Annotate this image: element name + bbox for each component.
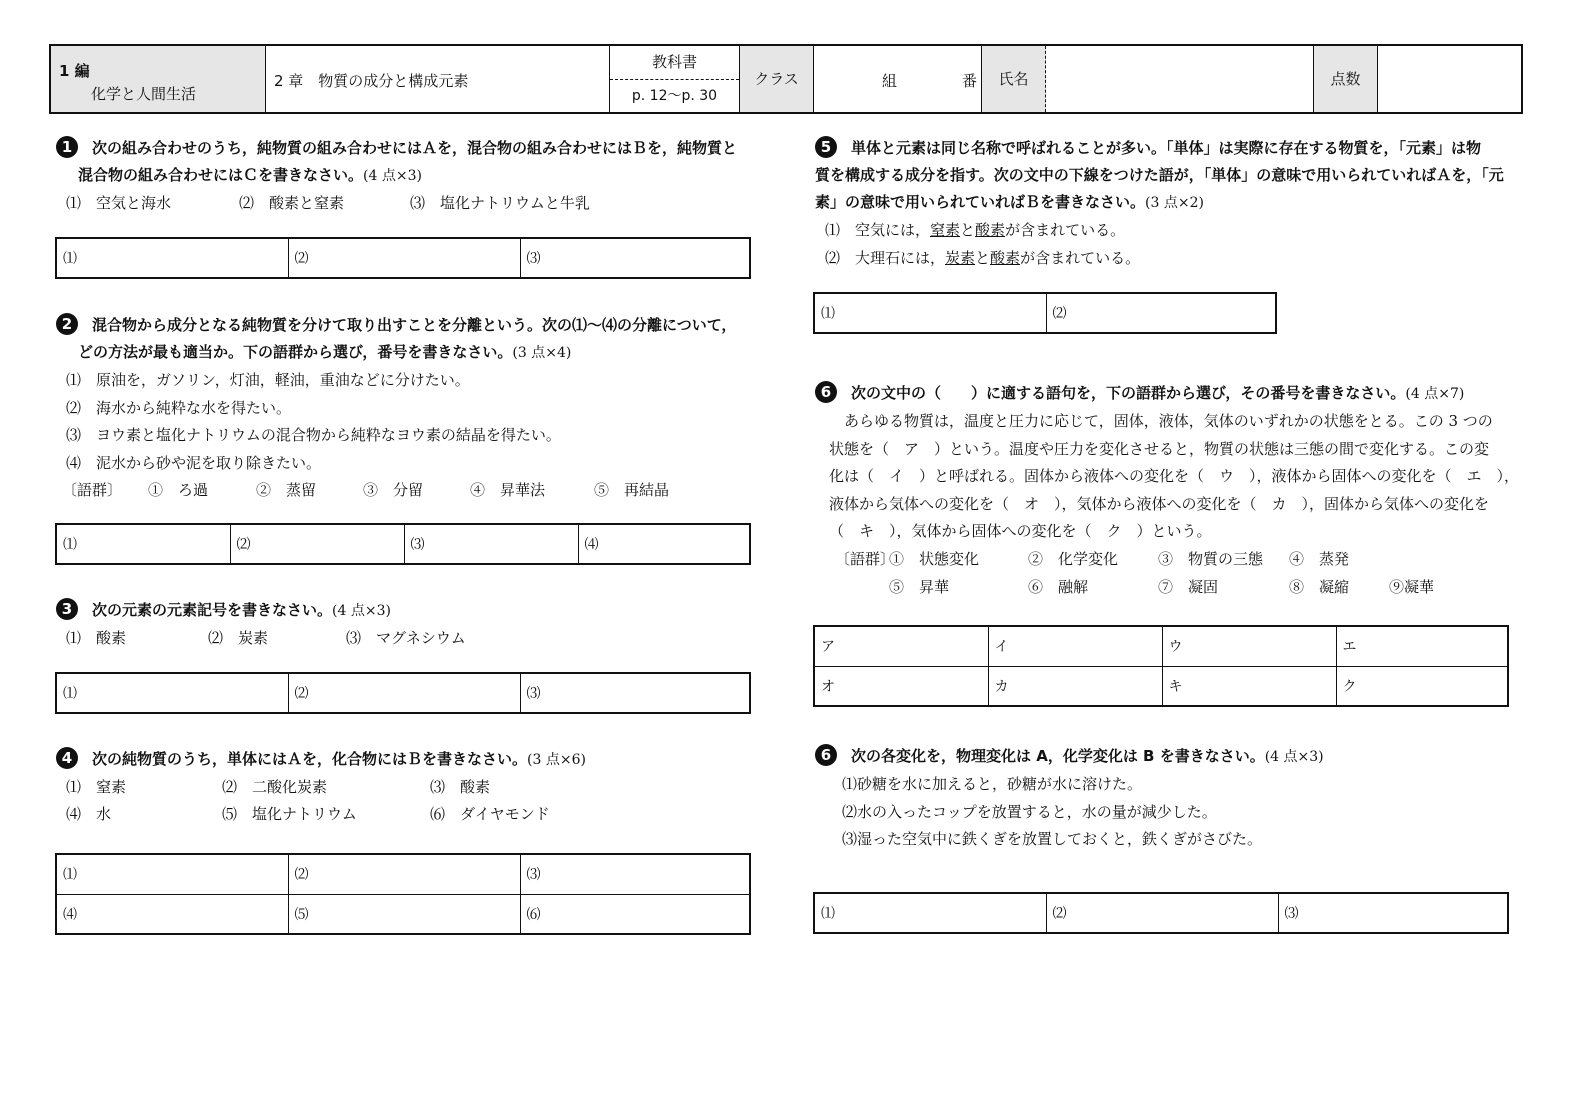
question-4-items-row2 [56,801,766,828]
chapter-cell [266,46,610,112]
item [815,245,1525,273]
points-label: (4 点×3) [1264,749,1324,765]
item: ⑷ 水 [66,805,112,823]
question-number-badge: 3 [56,598,78,620]
answer-table-7 [813,892,1509,934]
answer-table-1 [55,237,751,279]
header-table [49,44,1523,114]
answer-cell[interactable]: ⑵ [288,238,520,278]
question-1-title [56,135,766,162]
textbook-cell [610,46,740,112]
unit-label: 1 編 [59,62,90,80]
question-text: 混合物から成分となる純物質を分けて取り出すことを分離という。次の⑴〜⑷の分離について， [92,316,737,334]
word-bank-item: ⑤ 再結晶 [594,481,670,499]
question-number-badge: 1 [56,136,78,158]
question-text: どの方法が最も適当か。下の語群から選び，番号を書きなさい。 [78,343,513,361]
question-7-title [815,743,1525,771]
word-bank-row1 [815,546,1525,574]
item: ⑸ 塩化ナトリウム [222,805,357,823]
kumi-label: 組 [882,72,898,90]
answer-cell[interactable]: ⑷ [578,524,750,564]
item: ⑵ 酸素と窒素 [239,194,345,212]
question-3-items [56,625,766,653]
question-3 [56,597,766,653]
score-label: 点数 [1314,46,1378,112]
item: ⑹ ダイヤモンド [430,805,550,823]
word-bank [56,477,766,505]
word-bank-item: ④ 蒸発 [1289,549,1350,568]
question-number-badge: 4 [56,747,78,769]
word-bank-item: ③ 分留 [363,481,424,499]
item: ⑶ マグネシウム [346,629,466,647]
class-label: クラス [740,46,814,112]
question-text: 次の元素の元素記号を書きなさい。 [92,601,333,619]
answer-table-6 [813,625,1509,707]
word-bank-item: ① 状態変化 [889,549,980,568]
word-bank-item: ⑥ 融解 [1028,577,1089,596]
answer-cell[interactable]: ⑶ [520,238,750,278]
answer-cell[interactable]: イ [988,626,1162,666]
question-6 [815,380,1525,602]
underlined-word: 炭素 [945,248,976,267]
word-bank-row2 [815,574,1525,602]
points-label: (4 点×3) [363,168,422,184]
underlined-word: 酸素 [990,248,1021,267]
question-1 [56,135,766,218]
textbook-label: 教科書 [610,46,739,80]
passage [815,408,1525,546]
question-5 [815,135,1525,272]
question-text: 単体と元素は同じ名称で呼ばれることが多い。「単体」は実際に存在する物質を，「元素」は物 [851,139,1482,157]
word-bank-item: ⑨凝華 [1389,577,1435,596]
word-bank-item: ③ 物質の三態 [1158,549,1264,568]
item: ⑵ 二酸化炭素 [222,778,328,796]
textbook-pages: p. 12〜p. 30 [631,88,718,104]
word-bank-item: ① ろ過 [148,481,209,499]
underlined-word: 窒素 [930,221,961,239]
item: ⑴砂糖を水に加えると，砂糖が水に溶けた。 [842,775,1143,793]
answer-cell[interactable]: ⑹ [520,894,750,934]
item-text: が含まれている。 [1005,221,1126,239]
answer-cell[interactable]: ク [1336,666,1508,706]
question-5-title [815,135,1525,162]
item: ⑶湿った空気中に鉄くぎを放置しておくと，鉄くぎがさびた。 [842,830,1263,848]
score-field[interactable] [1378,46,1520,112]
answer-table-5 [813,292,1277,334]
answer-cell[interactable]: ⑴ [56,524,230,564]
answer-cell[interactable]: ⑵ [1046,293,1276,333]
item: ⑴ 酸素 [66,629,127,647]
word-bank-item: ⑧ 凝縮 [1289,577,1350,596]
answer-cell[interactable]: ⑵ [288,673,520,713]
item [815,217,1525,245]
unit-cell [51,46,266,112]
item-text: と [960,221,976,239]
answer-cell[interactable]: ⑶ [404,524,578,564]
chapter-title: 2 章 物質の成分と構成元素 [274,72,469,90]
answer-cell[interactable]: ⑶ [520,854,750,894]
item: ⑴ 窒素 [66,778,127,796]
question-text-line2 [56,162,766,190]
underlined-word: 酸素 [975,221,1006,239]
question-number-badge: 6 [815,744,837,766]
passage-line: 液体から気体への変化を（ オ ），気体から液体への変化を（ カ ），固体から気体への変化を [829,494,1490,513]
word-bank-label: 〔語群〕 [835,549,896,568]
question-number-badge: 2 [56,313,78,335]
item: ⑵ 海水から純粋な水を得たい。 [66,398,292,417]
answer-table-4 [55,853,751,935]
question-number-badge: 5 [815,136,837,158]
word-bank-item: ② 蒸留 [256,481,317,499]
item: ⑷ 泥水から砂や泥を取り除きたい。 [66,453,322,472]
points-label: (3 点×6) [527,752,586,768]
item: ⑵ 炭素 [208,629,269,647]
passage-line: あらゆる物質は，温度と圧力に応じて，固体，液体，気体のいずれかの状態をとる。この 3 つの [829,412,1493,430]
answer-cell[interactable]: ⑴ [56,238,288,278]
answer-cell[interactable]: ⑸ [288,894,520,934]
unit-title: 化学と人間生活 [91,85,197,103]
question-4 [56,746,766,828]
answer-table-2 [55,523,751,565]
points-label: (3 点×4) [512,345,572,361]
passage-line: （ キ ），気体から固体への変化を（ ク ）という。 [829,522,1212,540]
answer-cell[interactable]: ⑵ [1046,893,1278,933]
word-bank-item: ④ 昇華法 [470,481,546,499]
question-1-items [56,190,766,218]
question-6-title [815,380,1525,408]
answer-table-3 [55,672,751,714]
points-label: (4 点×7) [1405,386,1465,402]
item-text: ⑴ 空気には， [825,221,931,239]
item: ⑶ ヨウ素と塩化ナトリウムの混合物から純粋なヨウ素の結晶を得たい。 [66,426,561,444]
question-text-line2: 質を構成する成分を指す。次の文中の下線をつけた語が，「単体」の意味で用いられていればＡを，「元 [815,166,1504,184]
item: ⑴ 原油を，ガソリン，灯油，軽油，重油などに分けたい。 [66,371,470,389]
answer-cell[interactable]: ⑵ [230,524,404,564]
passage-line: 化は（ イ ）と呼ばれる。固体から液体への変化を（ ウ ），液体から固体への変化を（ エ ）， [829,467,1520,485]
word-bank-item: ⑤ 昇華 [889,577,950,596]
answer-cell[interactable]: ア [814,626,988,666]
word-bank-item: ② 化学変化 [1028,549,1119,568]
question-2-title [56,312,766,339]
answer-cell[interactable]: カ [988,666,1162,706]
answer-cell[interactable]: ウ [1162,626,1336,666]
name-label: 氏名 [982,46,1046,112]
item: ⑵水の入ったコップを放置すると，水の量が減少した。 [842,802,1217,821]
class-number-field[interactable] [814,46,982,112]
question-2 [56,312,766,505]
answer-cell[interactable]: ⑴ [56,673,288,713]
question-4-title [56,746,766,774]
item: ⑶ 塩化ナトリウムと牛乳 [410,194,590,212]
answer-cell[interactable]: ⑵ [288,854,520,894]
item: ⑴ 空気と海水 [66,194,172,212]
question-text: 素」の意味で用いられていればＢを書きなさい。 [815,193,1146,211]
passage-line: 状態を（ ア ）という。温度や圧力を変化させると，物質の状態は三態の間で変化する。この変 [829,439,1490,458]
item-text: と [975,248,991,267]
item-text: が含まれている。 [1020,248,1141,267]
question-7 [815,743,1525,854]
question-number-badge: 6 [815,381,837,403]
answer-cell[interactable]: ⑷ [56,894,288,934]
question-text: 次の純物質のうち，単体にはＡを，化合物にはＢを書きなさい。 [92,750,528,768]
answer-cell[interactable]: ⑴ [814,293,1046,333]
question-text: 混合物の組み合わせにはＣを書きなさい。 [78,166,364,184]
question-text-line2 [56,339,766,367]
question-3-title [56,597,766,625]
word-bank-item: ⑦ 凝固 [1158,577,1219,596]
answer-cell[interactable]: ⑶ [520,673,750,713]
points-label: (4 点×3) [332,603,391,619]
answer-cell[interactable]: オ [814,666,988,706]
name-field[interactable] [1046,46,1314,112]
ban-label: 番 [962,72,978,90]
question-4-items-row1 [56,774,766,801]
points-label: (3 点×2) [1145,195,1204,211]
word-bank-label: 〔語群〕 [62,481,123,499]
question-text: 次の各変化を，物理変化は A，化学変化は B を書きなさい。 [851,747,1265,765]
answer-cell[interactable]: ⑴ [814,893,1046,933]
item: ⑶ 酸素 [430,778,491,796]
question-text-line3 [815,189,1525,217]
question-text: 次の文中の（ ）に適する語句を，下の語群から選び，その番号を書きなさい。 [851,384,1406,402]
answer-cell[interactable]: エ [1336,626,1508,666]
answer-cell[interactable]: キ [1162,666,1336,706]
question-text: 次の組み合わせのうち，純物質の組み合わせにはＡを，混合物の組み合わせにはＢを，純物質と [92,139,738,157]
answer-cell[interactable]: ⑴ [56,854,288,894]
answer-cell[interactable]: ⑶ [1278,893,1508,933]
item-text: ⑵ 大理石には， [825,248,946,267]
